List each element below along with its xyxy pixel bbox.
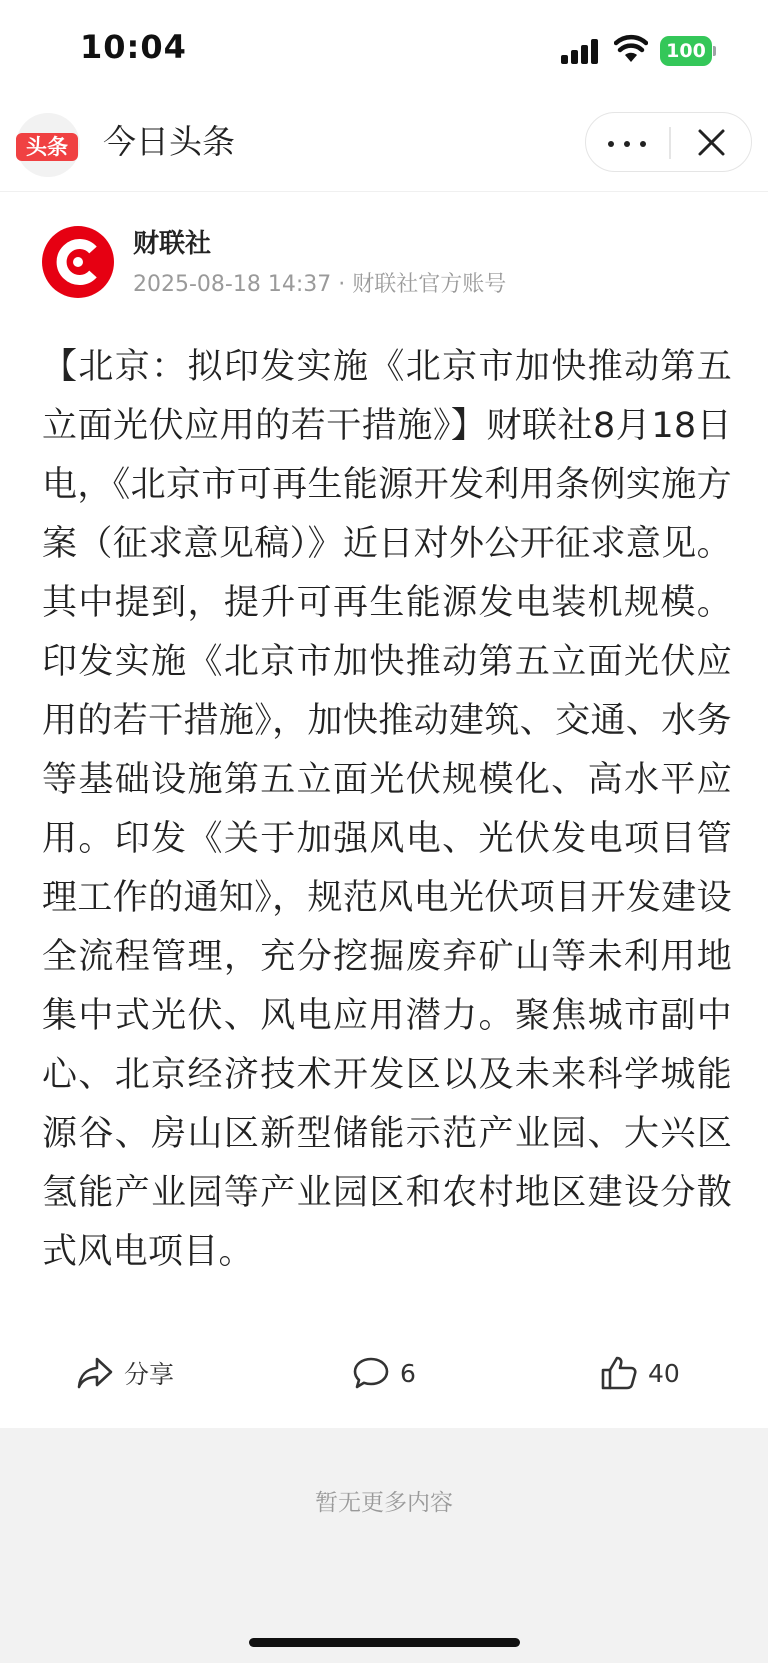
author-name[interactable]: 财联社 (133, 229, 212, 259)
author-meta: 2025-08-18 14:37 · 财联社官方账号 (133, 272, 507, 297)
wifi-icon (614, 34, 648, 64)
no-more-text: 暂无更多内容 (315, 1490, 453, 1516)
app-logo (16, 113, 80, 177)
footer-area (0, 1428, 768, 1663)
share-icon (76, 1356, 114, 1390)
share-button[interactable] (76, 1353, 174, 1393)
comment-button[interactable] (352, 1353, 416, 1393)
status-time: 10:04 (80, 28, 187, 66)
signal-icon (561, 38, 601, 64)
like-button[interactable] (600, 1353, 680, 1393)
article-body: 【北京：拟印发实施《北京市加快推动第五立面光伏应用的若干措施》】财联社8月18日电，《北京市可再生能源开发利用条例实施方案（征求意见稿）》近日对外公开征求意见。其中提到，提升可再生能源发电装机规模。印发实施《北京市加快推动第五立面光伏应用的若干措施》，加快推动建筑、交通、水务等基础设施第五立面光伏规模化、高水平应用。印发《关于加强风电、光伏发电项目管理工作的通知》，规范风电光伏项目开发建设全流程管理，充分挖掘废弃矿山等未利用地集中式光伏、风电应用潜力。聚焦城市副中心、北京经济技术开发区以及未来科学城能源谷、房山区新型储能示范产业园、大兴区氢能产业园等产业园区和农村地区建设分散式风电项目。 (42, 347, 732, 1272)
status-bar (0, 0, 768, 100)
close-button[interactable] (670, 113, 753, 173)
author-avatar[interactable] (42, 226, 114, 298)
close-icon (670, 113, 753, 173)
action-bar (0, 1335, 768, 1411)
like-count: 40 (648, 1358, 680, 1388)
app-title: 今日头条 (103, 122, 235, 161)
menu-capsule (585, 112, 752, 172)
more-button[interactable] (586, 113, 669, 173)
like-icon (600, 1355, 638, 1391)
app-header (0, 100, 768, 192)
home-indicator[interactable] (249, 1638, 520, 1647)
share-label: 分享 (124, 1360, 175, 1389)
battery-icon (660, 36, 716, 66)
battery-level: 100 (660, 36, 712, 66)
more-icon (608, 141, 614, 147)
comment-count: 6 (400, 1358, 416, 1388)
comment-icon (352, 1356, 390, 1390)
app-logo-text: 头条 (16, 133, 78, 161)
